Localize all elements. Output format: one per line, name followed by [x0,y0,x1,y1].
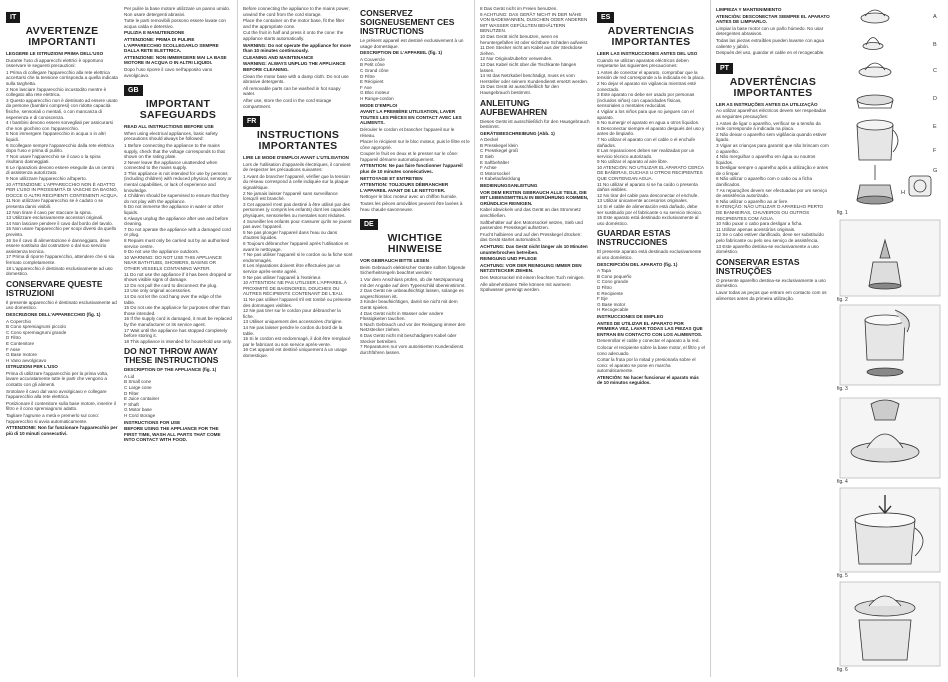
list-item: 15 Do not use the appliance for purposes other than those intended. [124,305,230,316]
page-divider [237,0,238,677]
subheading: ISTRUZIONI PER L'USO [6,364,58,370]
list-item: D Filtro [6,335,21,341]
list-item: 11 Do not use the appliance if it has been dropped or shows visible signs of damage. [124,271,232,283]
paragraph: Lors de l'utilisation d'appareils électriques, il convient de respecter les précautions suivantes: [243,161,351,173]
list-item: B Cono pequeño [597,273,632,279]
list-item: 14 Ne pas laisser pendre le cordon du bord de la table. [243,324,343,336]
paragraph: Den Motorsockel mit einem feuchten Tuch reinigen. [480,274,585,280]
paragraph: ATENCIÓN: No hacer funcionar el aparato más de 10 minutos seguidos. [597,374,699,386]
list-item: 12 Ne pas tirer sur le cordon pour débrancher la fiche. [243,308,341,319]
text-column [716,6,830,663]
list-item: 2 Das Gerät nie unbeaufsichtigt lassen, solange es angeschlossen ist. [360,288,464,299]
paragraph: Frucht halbieren und auf den Presskegel drücken: das Gerät startet automatisch. [480,231,582,243]
list-item: 2 Non lasciare l'apparecchio incustodito mentre è collegato alla rete elettrica. [6,86,107,98]
paragraph: ACHTUNG: VOR DER REINIGUNG IMMER DEN NETZSTECKER ZIEHEN. [480,262,582,274]
paragraph: Ao utilizar aparelhos eléctricos devem ser respeitadas as seguintes precauções: [716,108,827,119]
list-item: 15 Este aparato está destinado exclusivamente al uso doméstico. [597,215,699,226]
list-item: 3 Kinder beaufsichtigen, damit sie nicht mit dem Gerät spielen. [360,299,458,310]
list-item: 9 ACHTUNG: DAS GERÄT NICHT IN DER NÄHE VON BADEWANNEN, DUSCHEN ODER ANDEREN MIT WASSER GEFÜLLTEN BEHÄLTERN BENUTZEN. [480,11,588,34]
paragraph: Cut the fruit in half and press it onto the cone: the appliance starts automatically. [243,30,344,41]
paragraph: AVANT LA PREMIÈRE UTILISATION, LAVER TOUTES LES PIÈCES EN CONTACT AVEC LES ALIMENTS. [360,109,462,126]
subheading: GERÄTEBESCHREIBUNG (Abb. 1) [480,130,555,136]
list-item: 9 Non utilizzare l'apparecchio all'aperto. [6,176,87,182]
list-item: 7 No utilizar el aparato con el cable o el enchufe dañados. [597,136,696,148]
subheading: DESCRIPCIÓN DEL APARATO (fig. 1) [597,261,678,267]
paragraph: Placer le récipient sur le bloc moteur, puis le filtre et le cône approprié. [360,139,470,150]
list-item: 15 Non usare l'apparecchio per scopi diversi da quello previsto. [6,226,117,237]
subheading: INSTRUCCIONES DE EMPLEO [597,313,664,319]
list-item: C Large cone [124,385,152,391]
paragraph: Toutes les pièces amovibles peuvent être lavées à l'eau chaude savonneuse. [360,201,463,212]
list-item: 13 Utiliser uniquement des accessoires d'origine. [243,319,343,325]
list-item: A Coperchio [6,318,32,324]
list-item: 1 Before connecting the appliance to the mains supply, check that the voltage corresponds to that shown on the rating plate. [124,142,225,160]
list-item: 10 Das Gerät nicht benutzen, wenn es heruntergefallen ist oder sichtbare Schäden aufweist. [480,33,589,45]
list-item: 14 Ist das Netzkabel beschädigt, muss es vom Hersteller oder seinem Kundendienst ersetzt werden. [480,73,589,84]
fig-2-label: fig. 2 [837,297,848,303]
section-title: CONSERVARE QUESTE ISTRUZIONI [6,278,103,298]
exploded-view-figure [857,10,931,204]
paragraph: Nettoyer le bloc moteur avec un chiffon humide. [360,194,458,200]
list-item: 11 No utilizar el aparato si se ha caído o presenta daños visibles. [597,181,698,193]
fig1-part-letter: A [933,14,937,20]
section-title: WICHTIGE HINWEISE [387,232,443,256]
paragraph: WARNING: ALWAYS UNPLUG THE APPLIANCE BEFORE CLEANING. [243,61,346,72]
paragraph: ATENCIÓN: DESCONECTAR SIEMPRE EL APARATO ANTES DE LIMPIARLO. [716,13,830,25]
list-item: 18 L'apparecchio è destinato esclusivamente ad uso domestico. [6,265,113,277]
list-item: 7 Do not operate the appliance with a damaged cord or plug. [124,226,231,238]
list-item: F Asse [6,346,21,352]
list-item: F Shaft [124,401,139,407]
paragraph: Cortar la fruta por la mitad y presionarla sobre el cono: el aparato se pone en marcha automáticamente. [597,357,696,374]
figure-column [835,0,948,677]
list-item: 9 Do not use the appliance outdoors. [124,249,200,255]
list-item: 2 Não deixar o aparelho sem vigilância quando estiver ligado. [716,131,827,143]
list-item: E Contenitore [6,340,35,346]
list-item: 12 Se o cabo estiver danificado, deve ser substituído pelo fabricante ou pelo seu serviço de assistência. [716,232,824,243]
list-item: 2 Ne jamais laisser l'appareil sans surveillance lorsqu'il est branché. [243,190,338,202]
text-column [6,6,118,663]
section-title: CONSERVAR ESTAS INSTRUÇÕES [716,256,800,276]
list-item: 5 Non immergere l'apparecchio in acqua o in altri liquidi. [6,131,106,142]
list-item: 14 Si el cable de alimentación está dañado, debe ser sustituido por el fabricante o su servicio técnico. [597,204,703,215]
list-item: 3 Questo apparecchio non è destinato ad essere usato da persone (bambini compresi) con ridotte capacità fisiche, sensoriali o mentali, o con mancanza di esperienza e di conoscenza. [6,97,118,120]
list-item: A Tapa [597,268,611,274]
list-item: 16 Cet appareil est destiné uniquement à un usage domestique. [243,347,347,358]
list-item: 10 Não puxar o cabo para desligar a ficha. [716,221,803,227]
list-item: D Filter [124,390,139,396]
list-item: D Filtro [597,284,612,290]
list-item: H Kabelaufwicklung [480,176,521,182]
paragraph: LEGGERE LE ISTRUZIONI PRIMA DELL'USO [6,51,104,56]
list-item: 6 Always unplug the appliance after use and before cleaning. [124,215,229,227]
list-item: 8 Le riparazioni devono essere eseguite da un centro di assistenza autorizzato. [6,164,115,176]
list-item: 13 Das Kabel nicht über die Tischkante hängen lassen. [480,61,577,73]
section-title: DO NOT THROW AWAY THESE INSTRUCTIONS [124,346,219,366]
list-item: C Presskegel groß [480,148,519,154]
list-item: 7 As reparações devem ser efectuadas por um serviço de assistência autorizado. [716,187,828,199]
list-item: 2 Never leave the appliance unattended when connected to the mains supply. [124,159,218,171]
paragraph: Il presente apparecchio è destinato esclusivamente ad uso domestico. [6,299,117,311]
step-figure [840,488,940,572]
section-title: ADVERTENCIAS IMPORTANTES [607,25,695,48]
paragraph: LER AS INSTRUÇÕES ANTES DA UTILIZAÇÃO [716,101,818,107]
list-item: 6 Não utilizar o aparelho com o cabo ou a ficha danificados. [716,176,813,188]
paragraph: ACHTUNG: Das Gerät nicht länger als 10 Minuten ununterbrochen betreiben. [480,243,588,255]
list-item: 1 Vor dem Anschluss prüfen, ob die Netzspannung mit der Angabe auf dem Typenschild übereinstimmt. [360,277,466,288]
list-item: G Motorsockel [480,170,510,176]
list-item: 3 Este aparato no debe ser usado por personas (incluidos niños) con capacidades físicas, sensoriales o mentales reducidas. [597,92,695,109]
list-item: E Saftbehälter [480,159,510,165]
paragraph: Kabel abwickeln und das Gerät an das Stromnetz anschließen. [480,207,581,218]
list-item: 4 Vigilar a los niños para que no jueguen con el aparato. [597,108,694,120]
paragraph: Before connecting the appliance to the mains power, unwind the cord from the cord storage. [243,6,350,17]
list-item: 15 Das Gerät ist ausschließlich für den Hausgebrauch bestimmt. [480,84,559,95]
fig-5-label: fig. 5 [837,573,848,579]
paragraph: Desenrollar el cable y conectar el aparato a la red. [597,338,700,344]
list-item: 4 Não mergulhar o aparelho em água ou noutros líquidos. [716,154,816,165]
paragraph: Per pulire la base motore utilizzare un panno umido. Non usare detergenti abrasivi. [124,6,231,17]
list-item: H Range-cordon [360,95,394,101]
step-figure [840,398,940,478]
subheading: PULIZIA E MANUTENZIONE [124,30,185,36]
paragraph: Todas las piezas extraíbles pueden lavarse con agua caliente y jabón. [716,37,825,49]
list-item: 10 ATTENZIONE: L'APPARECCHIO NON È ADATTO PER L'USO IN PROSSIMITÀ DI VASCHE DA BAGNO, DOCCE O ALTRI RECIPIENTI CONTENENTI ACQUA. [6,181,118,198]
paragraph: Durante l'uso di apparecchi elettrici è opportuno osservare le seguenti precauzioni: [6,57,104,69]
page-divider [710,0,711,677]
paragraph: Después del uso, guardar el cable en el recogecable. [716,50,825,56]
list-item: A Deckel [480,137,499,143]
paragraph: LEER LAS INSTRUCCIONES ANTES DEL USO [597,51,698,56]
paragraph: When using electrical appliances, basic safety precautions should always be followed: [124,130,218,142]
list-item: B Cono spremiagrumi piccolo [6,324,66,330]
list-item: 12 Nur Originalzubehör verwenden. [480,56,553,62]
list-item: 4 Children should be supervised to ensure that they do not play with the appliance. [124,193,229,204]
list-item: B Petit cône [360,62,385,68]
text-column [243,6,353,663]
list-item: D Filtre [360,73,375,79]
list-item: 6 Scollegare sempre l'apparecchio dalla rete elettrica dopo l'uso e prima di pulirlo. [6,142,114,154]
list-item: A Couvercle [360,56,385,62]
paragraph: VOR DEM ERSTEN GEBRAUCH ALLE TEILE, DIE MIT LEBENSMITTELN IN BERÜHRUNG KOMMEN, GRÜNDLICH REINIGEN. [480,189,589,206]
section-title: ANLEITUNG AUFBEWAHREN [480,97,548,117]
list-item: 10 WARNING: DO NOT USE THIS APPLIANCE NEAR BATHTUBS, SHOWERS, BASINS OR OTHER VESSELS CONTAINING WATER. [124,254,222,271]
list-item: B Small cone [124,379,152,385]
list-item: 9 Ne pas utiliser l'appareil à l'extérieur. [243,274,322,280]
list-item: 14 Do not let the cord hang over the edge of the table. [124,293,222,305]
language-tag: FR [243,116,260,127]
fig1-part-letter: B [933,42,937,48]
fig1-part-letter: H [901,190,905,196]
list-item: 10 ATTENTION: NE PAS UTILISER L'APPAREIL À PROXIMITÉ DE BAIGNOIRES, DOUCHES OU AUTRES RÉCIPIENTS CONTENANT DE L'EAU. [243,280,347,297]
list-item: H Vano avvolgicavo [6,357,47,363]
list-item: 11 Non utilizzare l'apparecchio se è caduto o se presenta danni visibili. [6,198,104,210]
text-column [124,6,232,663]
subheading: DESCRIZIONE DELL'APPARECCHIO (fig. 1) [6,311,101,317]
paragraph: Dieses Gerät ist ausschließlich für den Hausgebrauch bestimmt. [480,118,590,130]
list-item: G Base motore [6,352,37,358]
paragraph: Dérouler le cordon et brancher l'appareil sur le réseau. [360,126,455,138]
fig1-part-letter: F [933,148,937,154]
paragraph: ATTENZIONE: Non far funzionare l'apparecchio per più di 10 minuti consecutivi. [6,425,118,436]
list-item: C Cono grande [597,279,629,285]
paragraph: WARNING: Do not operate the appliance for more than 10 minutes continuously. [243,42,351,54]
list-item: 11 Utilizar apenas acessórios originais. [716,226,796,232]
list-item: E Recipiente [597,290,624,296]
fig1-part-letter: G [933,168,938,174]
list-item: 8 Repairs must only be carried out by an authorised service centre. [124,238,230,249]
list-item: B Presskegel klein [480,142,518,148]
list-item: 1 Antes de ligar o aparelho, verificar se a tensão da rede corresponde à indicada na placa. [716,120,821,132]
paragraph: ATTENTION: Ne pas faire fonctionner l'appareil plus de 10 minutes consécutives. [360,163,463,175]
list-item: C Cono spremiagrumi grande [6,329,67,335]
list-item: 12 Non tirare il cavo per staccare la spina. [6,209,92,215]
list-item: D Sieb [480,154,494,160]
list-item: 3 Vigiar as crianças para garantir que não brincam com o aparelho. [716,142,829,154]
list-item: 8 Les réparations doivent être effectuées par un service après-vente agréé. [243,263,341,274]
subheading: DESCRIPTION DE L'APPAREIL (fig. 1) [360,50,443,56]
list-item: 7 Ne pas utiliser l'appareil si le cordon ou la fiche sont endommagés. [243,252,353,263]
figure-illustrations [835,0,948,677]
list-item: 14 Non lasciare pendere il cavo dal bordo del tavolo. [6,220,113,226]
language-tag: ES [597,12,614,23]
list-item: 6 Toujours débrancher l'appareil après l'utilisation et avant le nettoyage. [243,241,349,252]
paragraph: Beim Gebrauch elektrischer Geräte sollten folgende Sicherheitsregeln beachtet werden: [360,264,466,276]
paragraph: Cuando se utilizan aparatos eléctricos deben respetarse las siguientes precauciones: [597,57,689,69]
list-item: E Récipient [360,79,384,85]
list-item: G Base motor [597,301,626,307]
subheading: LIMPIEZA Y MANTENIMIENTO [716,7,782,12]
paragraph: O presente aparelho destina-se exclusivamente a uso doméstico. [716,277,826,289]
paragraph: ATTENZIONE: NON IMMERGERE MAI LA BASE MOTORE IN ACQUA O IN ALTRI LIQUIDI. [124,54,227,66]
list-item: 7 Reparaturen nur vom autorisierten Kundendienst durchführen lassen. [360,344,464,355]
list-item: 11 Den Stecker nicht am Kabel aus der Steckdose ziehen. [480,45,583,56]
section-title: ADVERTÊNCIAS IMPORTANTES [729,75,817,99]
section-title: GUARDAR ESTAS INSTRUCCIONES [597,228,671,248]
paragraph: Saftbehälter auf den Motorsockel setzen, Sieb und passenden Presskegel aufsetzen. [480,219,583,231]
text-column [597,6,705,663]
paragraph: LIRE LE MODE D'EMPLOI AVANT L'UTILISATION [243,155,349,161]
list-item: 8 Não utilizar o aparelho ao ar livre. [716,198,789,204]
paragraph: Lavar todas as peças que entram em contacto com os alimentos antes da primeira utilização. [716,289,827,301]
list-item: 5 Ne pas plonger l'appareil dans l'eau ou dans d'autres liquides. [243,229,338,241]
list-item: 16 Se il cavo di alimentazione è danneggiato, deve essere sostituito dal costruttore o dal suo servizio assistenza tecnica. [6,237,110,254]
list-item: 15 Si le cordon est endommagé, il doit être remplacé par le fabricant ou son service après-vente. [243,336,351,347]
section-title: INSTRUCTIONS IMPORTANTES [256,129,340,153]
paragraph: Tagliare l'agrume a metà e premerlo sul cono: l'apparecchio si avvia automaticamente. [6,413,100,424]
paragraph: Tutte le parti removibili possono essere lavate con acqua calda e detersivo. [124,18,226,29]
list-item: 7 Non usare l'apparecchio se il cavo o la spina risultano danneggiati. [6,153,101,165]
page-divider [474,0,475,677]
list-item: 4 Surveiller les enfants pour s'assurer qu'ils ne jouent pas avec l'appareil. [243,218,352,230]
list-item: 13 Utilizar únicamente accesorios originales. [597,198,688,204]
paragraph: Le présent appareil est destiné exclusivement à un usage domestique. [360,38,464,49]
language-tag: PT [716,63,733,74]
list-item: 5 No sumergir el aparato en agua u otros líquidos. [597,120,700,126]
list-item: C Grand cône [360,67,389,73]
list-item: 8 Das Gerät nicht im Freien benutzen. [480,6,558,11]
paragraph: All removable parts can be washed in hot soapy water. [243,85,341,97]
list-item: 5 Nach Gebrauch und vor der Reinigung immer den Netzstecker ziehen. [360,321,466,333]
subheading: CLEANING AND MAINTENANCE [243,54,314,60]
list-item: 12 Do not pull the cord to disconnect the plug. [124,282,218,288]
text-column [360,6,470,663]
list-item: E Juice container [124,396,160,402]
list-item: 17 Wait until the appliance has stopped completely before storing it. [124,327,228,339]
section-title: IMPORTANT SAFEGUARDS [139,98,217,122]
list-item: 3 This appliance is not intended for use by persons (including children) with reduced physical, sensory or mental capabilities, or lack of experience and knowledge. [124,170,232,193]
list-item: H Cord storage [124,413,156,419]
list-item: 1 Avant de brancher l'appareil, vérifier que la tension du réseau correspond à celle indiquée sur la plaque signalétique. [243,173,350,191]
paragraph: READ ALL INSTRUCTIONS BEFORE USE [124,124,214,130]
list-item: 4 I bambini devono essere sorvegliati per assicurarsi che non giochino con l'apparecchio. [6,120,113,131]
list-item: 1 Antes de conectar el aparato, comprobar que la tensión de red corresponde a la indicada en la placa. [597,69,705,81]
list-item: 5 Do not immerse the appliance in water or other liquids. [124,204,224,216]
list-item: F Achse [480,165,497,171]
fig1-part-letter: E [933,124,937,130]
list-item: 10 ATENCIÓN: NO UTILIZAR EL APARATO CERCA DE BAÑERAS, DUCHAS U OTROS RECIPIENTES QUE CONTENGAN AGUA. [597,164,704,182]
list-item: G Bloc moteur [360,90,390,96]
paragraph: VOR GEBRAUCH BITTE LESEN [360,258,429,264]
list-item: 9 No utilizar el aparato al aire libre. [597,159,668,165]
step-figure [840,582,940,666]
language-tag: GB [124,85,143,96]
step-figure [840,220,940,296]
fig1-part-letter: D [933,96,937,102]
paragraph: El presente aparato está destinado exclusivamente al uso doméstico. [597,249,702,260]
subheading: REINIGUNG UND PFLEGE [480,256,537,262]
list-item: 13 Este aparelho destina-se exclusivamente a uso doméstico. [716,243,819,255]
list-item: G Motor base [124,407,152,413]
section-title: CONSERVEZ SOIGNEUSEMENT CES INSTRUCTIONS [360,8,455,36]
fig-4-label: fig. 4 [837,479,848,485]
paragraph: Place the container on the motor base, fit the filter and the appropriate cone. [243,18,345,29]
subheading: BEDIENUNGSANLEITUNG [480,183,538,189]
list-item: 16 If the supply cord is damaged, it must be replaced by the manufacturer or its service agent. [124,316,232,327]
list-item: 1 Prima di collegare l'apparecchio alla rete elettrica accertarsi che la tensione corrisponda a quella indicata sulla targhetta. [6,69,118,86]
paragraph: Prima di utilizzare l'apparecchio per la prima volta, lavare accuratamente tutte le parti che vengono a contatto con gli alimenti. [6,370,109,388]
subheading: DESCRIPTION OF THE APPLIANCE (fig. 1) [124,367,217,373]
list-item: 13 Utilizzare esclusivamente accessori originali. [6,215,104,221]
list-item: 11 Ne pas utiliser l'appareil s'il est tombé ou présente des dommages visibles. [243,296,352,308]
paragraph: ATTENZIONE: PRIMA DI PULIRE L'APPARECCHIO SCOLLEGARLO SEMPRE DALLA RETE ELETTRICA. [124,36,219,54]
step-figure [840,305,940,385]
paragraph: ANTES DE UTILIZAR EL APARATO POR PRIMERA VEZ, LAVAR TODAS LAS PIEZAS QUE ENTRAN EN CONTACTO CON LOS ALIMENTOS. [597,320,703,337]
list-item: H Recogecable [597,307,629,313]
paragraph: Limpiar la base motor con un paño húmedo. No usar detergentes abrasivos. [716,25,824,37]
language-tag: DE [360,219,378,230]
paragraph: ATTENTION: TOUJOURS DÉBRANCHER L'APPAREIL AVANT DE LE NETTOYER. [360,182,449,193]
list-item: F Eje [597,296,608,302]
paragraph: Dopo l'uso riporre il cavo nell'apposito vano avvolgicavo. [124,66,213,78]
paragraph: Srotolare il cavo dal vano avvolgicavo e collegare l'apparecchio alla rete elettrica. [6,388,107,400]
fig-3-label: fig. 3 [837,386,848,392]
list-item: 17 Prima di riporre l'apparecchio, attendere che si sia fermato completamente. [6,254,115,265]
paragraph: Alle abnehmbaren Teile können mit warmem Spülwasser gereinigt werden. [480,281,571,293]
paragraph: After use, store the cord in the cord storage compartment. [243,97,332,109]
language-tag: IT [6,12,20,23]
list-item: 6 Desconectar siempre el aparato después del uso y antes de limpiarlo. [597,125,705,137]
list-item: 4 Das Gerät nicht in Wasser oder andere Flüssigkeiten tauchen. [360,310,444,322]
text-column [480,6,590,663]
section-title: AVVERTENZE IMPORTANTI [25,25,99,48]
subheading: NETTOYAGE ET ENTRETIEN [360,175,423,181]
subheading: INSTRUCTIONS FOR USE [124,419,181,425]
paragraph: Colocar el recipiente sobre la base motor, el filtro y el cono adecuado. [597,344,705,356]
paragraph: Posizionare il contenitore sulla base motore, inserire il filtro e il cono spremiagrumi adatto. [6,400,116,412]
list-item: 6 Das Gerät nicht mit beschädigtem Kabel oder Stecker betreiben. [360,332,457,344]
paragraph: BEFORE USING THE APPLIANCE FOR THE FIRST TIME, WASH ALL PARTS THAT COME INTO CONTACT WITH FOOD. [124,426,221,443]
subheading: MODE D'EMPLOI [360,102,398,108]
list-item: 2 No dejar el aparato sin vigilancia mientras esté conectado. [597,80,697,92]
fig-1-label: fig. 1 [837,210,848,216]
list-item: 12 No tirar del cable para desconectar el enchufe. [597,192,699,198]
list-item: 8 Las reparaciones deben ser realizadas por un servicio técnico autorizado. [597,148,695,159]
fig1-part-letter: C [933,68,937,74]
list-item: 9 ATENÇÃO: NÃO UTILIZAR O APARELHO PERTO DE BANHEIRAS, CHUVEIROS OU OUTROS RECIPIENTES COM ÁGUA. [716,204,824,221]
paragraph: Couper le fruit en deux et le presser sur le cône: l'appareil démarre automatiquement. [360,151,459,162]
list-item: F Axe [360,84,372,90]
paragraph: Clean the motor base with a damp cloth. Do not use abrasive detergents. [243,73,349,85]
list-item: 18 This appliance is intended for household use only. [124,338,232,344]
list-item: 3 Cet appareil n'est pas destiné à être utilisé par des personnes (y compris les enfants) dont les capacités physiques, sensorielles ou mentales sont réduites. [243,201,350,219]
list-item: 5 Desligar sempre o aparelho após a utilização e antes de o limpar. [716,165,829,176]
list-item: 13 Use only original accessories. [124,288,192,294]
fig-6-label: fig. 6 [837,667,848,673]
list-item: A Lid [124,373,135,379]
